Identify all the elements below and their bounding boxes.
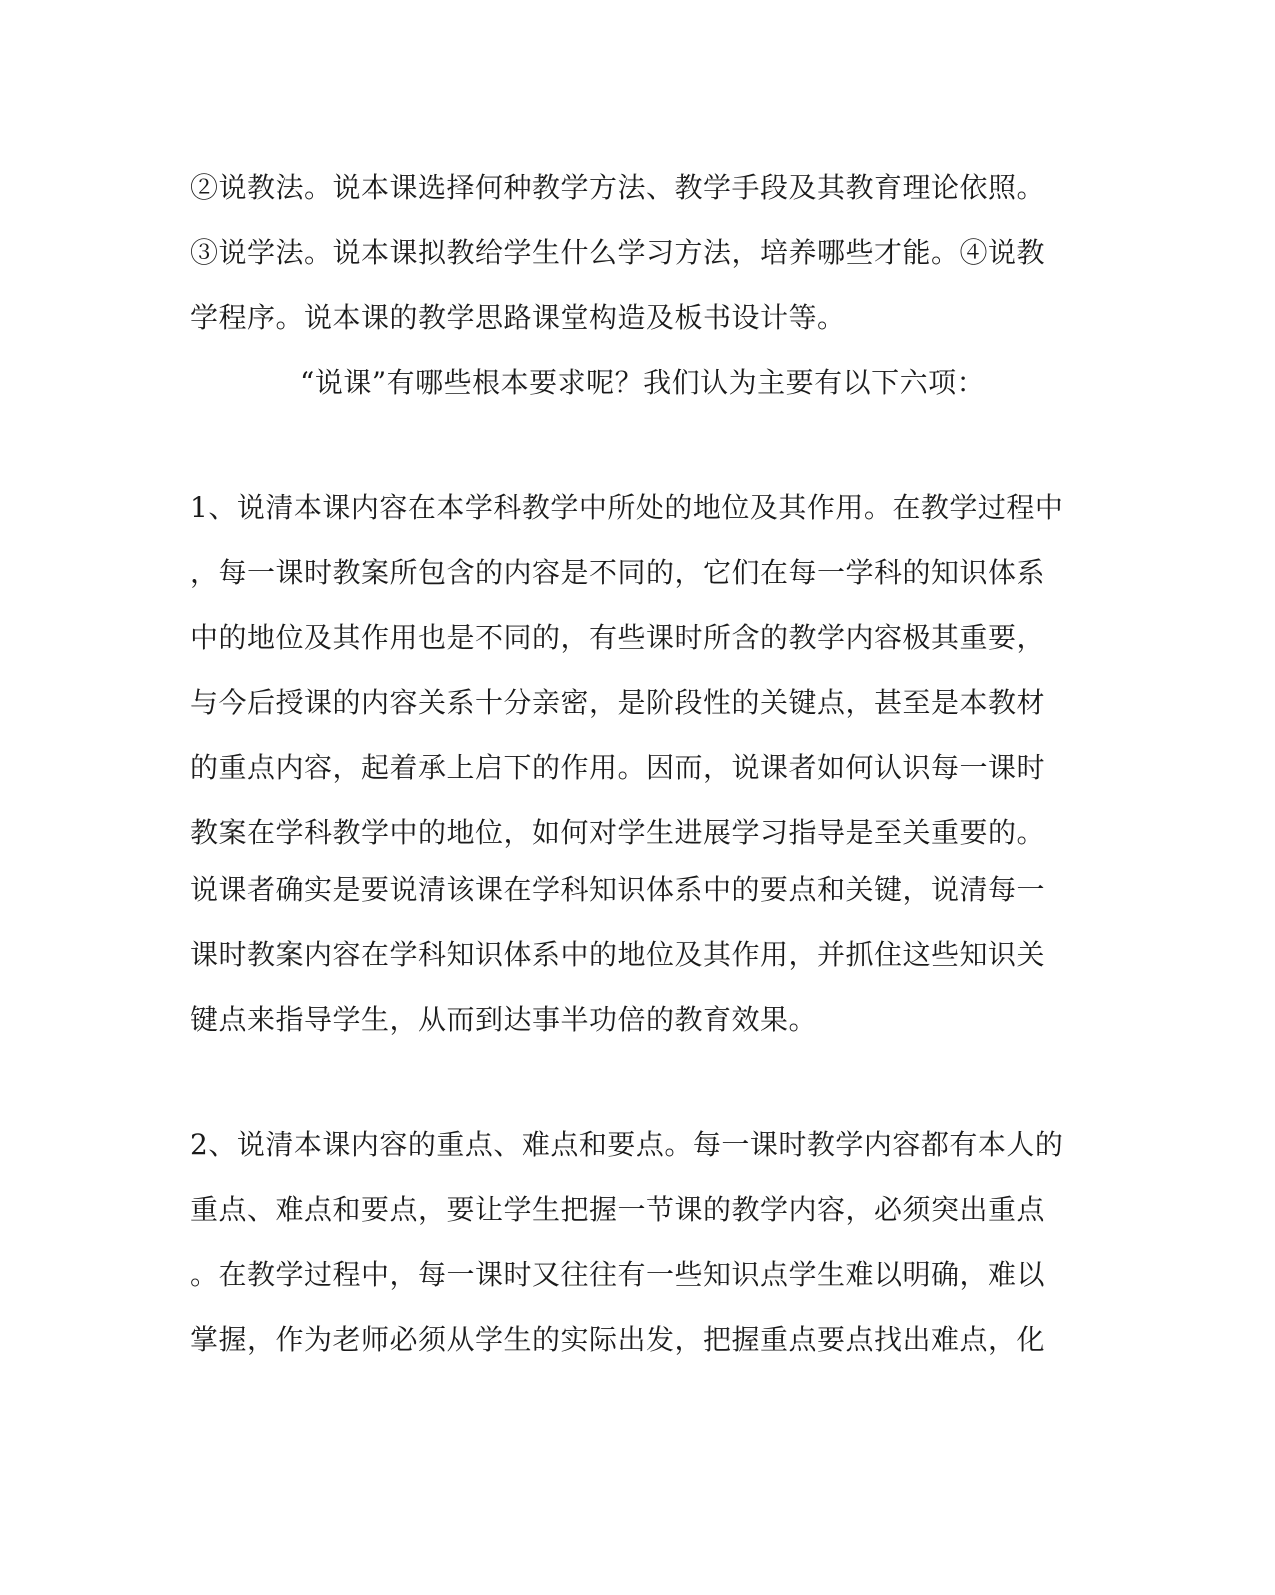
text-line: 中的地位及其作用也是不同的，有些课时所含的教学内容极其重要， (190, 621, 1046, 654)
text-line: 键点来指导学生，从而到达事半功倍的教育效果。 (190, 1003, 818, 1036)
text-line: 的重点内容，起着承上启下的作用。因而，说课者如何认识每一课时 (190, 751, 1046, 784)
text-line: 说课者确实是要说清该课在学科知识体系中的要点和关键，说清每一 (190, 873, 1046, 906)
text-line: 课时教案内容在学科知识体系中的地位及其作用，并抓住这些知识关 (190, 938, 1046, 971)
text-line: ③说学法。说本课拟教给学生什么学习方法，培养哪些才能。④说教 (190, 236, 1046, 269)
text-line: 重点、难点和要点，要让学生把握一节课的教学内容，必须突出重点 (190, 1193, 1046, 1226)
text-line: 学程序。说本课的教学思路课堂构造及板书设计等。 (190, 301, 846, 334)
text-line: 1、说清本课内容在本学科教学中所处的地位及其作用。在教学过程中 (190, 491, 1064, 524)
text-line: 教案在学科教学中的地位，如何对学生进展学习指导是至关重要的。 (190, 816, 1046, 849)
text-line: 2、说清本课内容的重点、难点和要点。每一课时教学内容都有本人的 (190, 1128, 1064, 1161)
text-line: 掌握，作为老师必须从学生的实际出发，把握重点要点找出难点，化 (190, 1323, 1046, 1356)
text-line: 。在教学过程中，每一课时又往往有一些知识点学生难以明确，难以 (190, 1258, 1046, 1291)
text-line: ，每一课时教案所包含的内容是不同的，它们在每一学科的知识体系 (190, 556, 1046, 589)
text-line: 与今后授课的内容关系十分亲密，是阶段性的关键点，甚至是本教材 (190, 686, 1046, 719)
question-line: “说课”有哪些根本要求呢？我们认为主要有以下六项： (300, 366, 986, 399)
text-line: ②说教法。说本课选择何种教学方法、教学手段及其教育理论依照。 (190, 171, 1046, 204)
